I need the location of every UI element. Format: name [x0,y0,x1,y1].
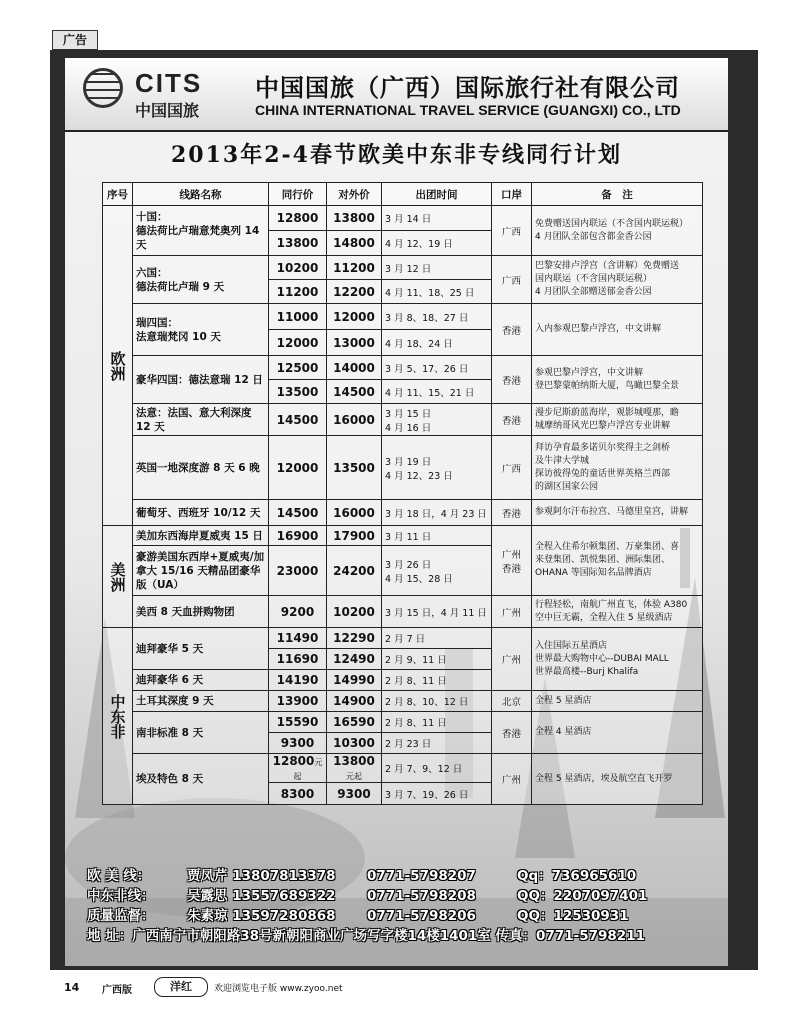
remark: 免费赠送国内联运（不含国内联运税） 4 月团队全部包含都金香公园 [532,206,703,256]
contact-block [87,864,727,944]
peer-price: 13900 [269,691,327,712]
table-row [103,256,703,280]
globe-logo-icon [83,68,123,108]
retail-price: 14800 [327,231,382,256]
port: 香港 [492,356,532,404]
remark: 全程入住希尔顿集团、万豪集团、喜 来登集团、凯悦集团、洲际集团、 OHANA 等国际知名品牌酒店 [532,526,703,596]
logo-cn: 中国国旅 [135,101,200,120]
region-cell-americas: 美洲 [103,526,133,628]
route-name: 十国： 德法荷比卢瑞意梵奥列 14 天 [133,206,269,256]
port: 香港 [492,404,532,436]
contact-line [87,884,727,904]
peer-price: 9200 [269,596,327,628]
remark: 巴黎安排卢浮宫（含讲解）免费赠送 国内联运（不含国内联运税） 4 月团队全部赠送郁金香公园 [532,256,703,304]
departure-date: 3 月 7、19、26 日 [382,783,492,805]
region-cell-europe: 欧洲 [103,206,133,526]
retail-price: 12490 [327,649,382,670]
retail-price: 13800 [333,754,375,768]
region-cell-middle-east-africa: 中东非 [103,628,133,805]
peer-price: 12800 [269,206,327,231]
peer-price-cell [269,754,327,783]
contact-qq: QQ：2207097401 [517,888,648,904]
departure-date: 2 月 8、10、12 日 [382,691,492,712]
table-row [103,754,703,783]
table-row [103,596,703,628]
peer-price: 23000 [269,546,327,596]
table-row [103,628,703,649]
footer-website-note[interactable]: 欢迎浏览电子版 www.zyoo.net [214,984,343,994]
peer-price: 12800 [272,754,315,768]
retail-price: 13000 [327,330,382,356]
departure-date: 2 月 9、11 日 [382,649,492,670]
retail-price: 14990 [327,670,382,691]
departure-date: 3 月 11 日 [382,526,492,546]
departure-date: 3 月 19 日 4 月 12、23 日 [382,436,492,500]
departure-date: 2 月 7 日 [382,628,492,649]
retail-price: 10200 [327,596,382,628]
port: 广州 [492,628,532,691]
header-cell: 对外价 [327,183,382,206]
retail-price: 13800 [327,206,382,231]
page-title: 2013年2-4春节欧美中东非专线同行计划 [171,142,622,168]
peer-price: 11490 [269,628,327,649]
port: 香港 [492,712,532,754]
peer-price: 14500 [269,500,327,526]
remark: 入内参观巴黎卢浮宫，中文讲解 [532,304,703,356]
price-unit: 元起 [346,772,362,781]
route-name: 葡萄牙、西班牙 10/12 天 [133,500,269,526]
retail-price: 14000 [327,356,382,380]
logo-text: CITS [135,68,203,98]
route-name: 迪拜豪华 5 天 [133,628,269,670]
table-row [103,500,703,526]
retail-price: 24200 [327,546,382,596]
table-row [103,436,703,500]
departure-date: 3 月 5、17、26 日 [382,356,492,380]
remark: 入住国际五星酒店 世界最大购物中心--DUBAI MALL 世界最高楼--Burj Khalifa [532,628,703,691]
port: 广州 [492,596,532,628]
retail-price: 12290 [327,628,382,649]
remark: 行程轻松，南航广州直飞，体验 A380 空中巨无霸，全程入住 5 星级酒店 [532,596,703,628]
remark: 漫步尼斯蔚蓝海岸，观影城嘎那，瞻 城摩纳哥风光巴黎卢浮宫专业讲解 [532,404,703,436]
company-banner [65,58,728,132]
peer-price: 12000 [269,330,327,356]
peer-price: 10200 [269,256,327,280]
route-name: 美西 8 天血拼购物团 [133,596,269,628]
remark: 全程 5 星酒店 [532,691,703,712]
peer-price: 14500 [269,404,327,436]
remark: 拜访孕育最多诺贝尔奖得主之剑桥 及牛津大学城 探访彼得兔的童话世界英格兰西部 的湖区国家公园 [532,436,703,500]
departure-date: 2 月 8、11 日 [382,712,492,733]
route-name: 迪拜豪华 6 天 [133,670,269,691]
departure-date: 3 月 14 日 [382,206,492,231]
departure-date: 3 月 26 日 4 月 15、28 日 [382,546,492,596]
ad-sheet [65,58,728,966]
contact-qq: QQ：12530931 [517,908,629,924]
contact-name: 吴露思 13557689322 [187,888,336,904]
header-cell: 序号 [103,183,133,206]
remark: 全程 4 星酒店 [532,712,703,754]
contact-label: 质量监督： [87,908,155,924]
departure-date: 2 月 8、11 日 [382,670,492,691]
table-row [103,404,703,436]
retail-price: 16000 [327,500,382,526]
retail-price: 14900 [327,691,382,712]
contact-tel: 0771-5798207 [367,868,476,884]
retail-price: 17900 [327,526,382,546]
contact-tel: 0771-5798206 [367,908,476,924]
address-line: 地 址：广西南宁市朝阳路38号新朝阳商业广场写字楼14楼1401室 传真：0771-5798211 [87,928,645,944]
retail-price: 10300 [327,733,382,754]
peer-price: 14190 [269,670,327,691]
company-name-cn: 中国国旅（广西）国际旅行社有限公司 [255,74,680,102]
retail-price: 9300 [327,783,382,805]
remark: 参观巴黎卢浮宫，中文讲解 登巴黎蒙帕纳斯大厦，鸟瞰巴黎全景 [532,356,703,404]
port: 广西 [492,206,532,256]
contact-line [87,904,727,924]
remark: 参观阿尔汗布拉宫、马德里皇宫，讲解 [532,500,703,526]
contact-tel: 0771-5798208 [367,888,476,904]
table-row [103,356,703,380]
price-unit: 元起 [293,758,323,781]
retail-price-cell [327,754,382,783]
table-row [103,712,703,733]
route-name: 豪游美国东西岸+夏威夷/加拿大 15/16 天精品团豪华版（UA） [133,546,269,596]
company-name-en: CHINA INTERNATIONAL TRAVEL SERVICE (GUANGXI) CO., LTD [255,102,681,118]
route-name: 埃及特色 8 天 [133,754,269,805]
header-cell: 出团时间 [382,183,492,206]
page-footer [64,976,744,1000]
peer-price: 12000 [269,436,327,500]
peer-price: 11000 [269,304,327,330]
table-row [103,526,703,546]
route-name: 六国： 德法荷比卢瑞 9 天 [133,256,269,304]
peer-price: 11690 [269,649,327,670]
contact-line [87,864,727,884]
contact-label: 欧 美 线： [87,868,151,884]
departure-date: 4 月 12、19 日 [382,231,492,256]
header-cell: 线路名称 [133,183,269,206]
departure-date: 3 月 8、18、27 日 [382,304,492,330]
port: 广西 [492,436,532,500]
route-name: 英国一地深度游 8 天 6 晚 [133,436,269,500]
retail-price: 14500 [327,380,382,404]
departure-date: 3 月 18 日，4 月 23 日 [382,500,492,526]
port: 广州 [492,754,532,805]
port: 广州 香港 [492,526,532,596]
departure-date: 4 月 11、18、25 日 [382,280,492,304]
route-name: 南非标准 8 天 [133,712,269,754]
peer-price: 12500 [269,356,327,380]
peer-price: 13500 [269,380,327,404]
table-header-row [103,183,703,206]
route-name: 法意：法国、意大利深度 12 天 [133,404,269,436]
header-cell: 口岸 [492,183,532,206]
peer-price: 15590 [269,712,327,733]
remark: 全程 5 星酒店，埃及航空直飞开罗 [532,754,703,805]
departure-date: 4 月 18、24 日 [382,330,492,356]
departure-date: 2 月 7、9、12 日 [382,754,492,783]
departure-date: 3 月 15 日，4 月 11 日 [382,596,492,628]
contact-name: 朱素琼 13597280868 [187,908,336,924]
port: 香港 [492,304,532,356]
departure-date: 2 月 23 日 [382,733,492,754]
brand-badge: 洋红 [154,977,208,997]
peer-price: 13800 [269,231,327,256]
departure-date: 3 月 12 日 [382,256,492,280]
port: 北京 [492,691,532,712]
route-name: 美加东西海岸夏威夷 15 日 [133,526,269,546]
retail-price: 16590 [327,712,382,733]
table-row [103,691,703,712]
edition-label: 广西版 [102,985,132,996]
departure-date: 3 月 15 日 4 月 16 日 [382,404,492,436]
port: 广西 [492,256,532,304]
route-name: 瑞四国： 法意瑞梵冈 10 天 [133,304,269,356]
contact-qq: Qq：736965610 [517,868,637,884]
departure-date: 4 月 11、15、21 日 [382,380,492,404]
header-cell: 同行价 [269,183,327,206]
header-cell: 备 注 [532,183,703,206]
contact-name: 贾凤芹 13807813378 [187,868,336,884]
retail-price: 11200 [327,256,382,280]
route-name: 豪华四国：德法意瑞 12 日 [133,356,269,404]
contact-label: 中东非线： [87,888,155,904]
retail-price: 13500 [327,436,382,500]
peer-price: 16900 [269,526,327,546]
route-name: 土耳其深度 9 天 [133,691,269,712]
tour-schedule-table [102,182,703,805]
retail-price: 16000 [327,404,382,436]
retail-price: 12000 [327,304,382,330]
ad-tag: 广告 [52,30,98,50]
table-row [103,304,703,330]
page-number: 14 [64,981,80,994]
peer-price: 8300 [269,783,327,805]
peer-price: 11200 [269,280,327,304]
port: 香港 [492,500,532,526]
peer-price: 9300 [269,733,327,754]
table-row [103,206,703,231]
retail-price: 12200 [327,280,382,304]
